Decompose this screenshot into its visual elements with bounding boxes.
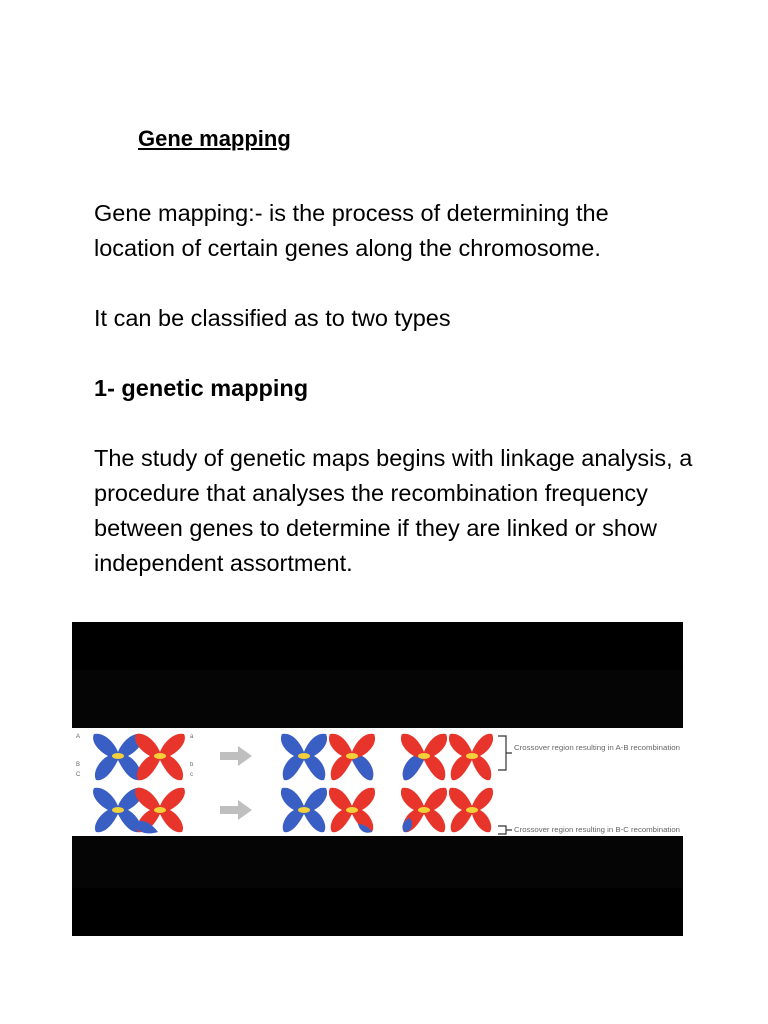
- locus-label-a-upper: A: [76, 734, 81, 740]
- row-1-bracket: [498, 736, 512, 770]
- row-1-recombinant-c: [401, 734, 447, 780]
- row-2-parental-pair: [93, 788, 185, 834]
- figure-dark-band-top: [72, 670, 683, 728]
- crossover-figure: [72, 622, 683, 936]
- subheading-genetic-mapping: 1- genetic mapping: [94, 375, 309, 401]
- definition-paragraph: Gene mapping:- is the process of determining the location of certain genes along the chromosome.: [94, 200, 609, 261]
- row-1-recombinant-a: [281, 734, 327, 780]
- crossover-diagram-strip: [72, 728, 683, 836]
- row-2-recombinant-c: [401, 788, 447, 832]
- row-2-bracket: [498, 826, 512, 834]
- classification-paragraph: It can be classified as to two types: [94, 305, 451, 331]
- row-1-arrow-icon: [220, 746, 252, 766]
- locus-label-a-lower: a: [190, 734, 194, 740]
- caption-bc-recombination: Crossover region resulting in B-C recombination: [514, 827, 681, 834]
- crossover-diagram: [72, 728, 683, 836]
- row-1-parental-pair: [93, 734, 185, 780]
- row-2-recombinant-a: [281, 788, 327, 832]
- linkage-analysis-paragraph: The study of genetic maps begins with linkage analysis, a procedure that analyses the recombination frequency between genes to determine if they are linked or show independent assortment.: [94, 445, 693, 576]
- row-1-recombinant-b: [329, 734, 375, 780]
- row-1-recombinant-d: [449, 734, 493, 780]
- caption-ab-recombination: Crossover region resulting in A-B recombination: [514, 745, 681, 752]
- locus-label-b-upper: B: [76, 762, 81, 768]
- locus-label-c-upper: C: [76, 772, 81, 778]
- row-2-recombinant-b: [329, 788, 375, 833]
- figure-dark-band-bottom: [72, 836, 683, 888]
- locus-label-c-lower: c: [190, 772, 193, 778]
- row-2-arrow-icon: [220, 800, 252, 820]
- document-heading: Gene mapping: [138, 126, 291, 151]
- locus-label-b-lower: b: [190, 762, 194, 768]
- row-2-recombinant-d: [449, 788, 493, 832]
